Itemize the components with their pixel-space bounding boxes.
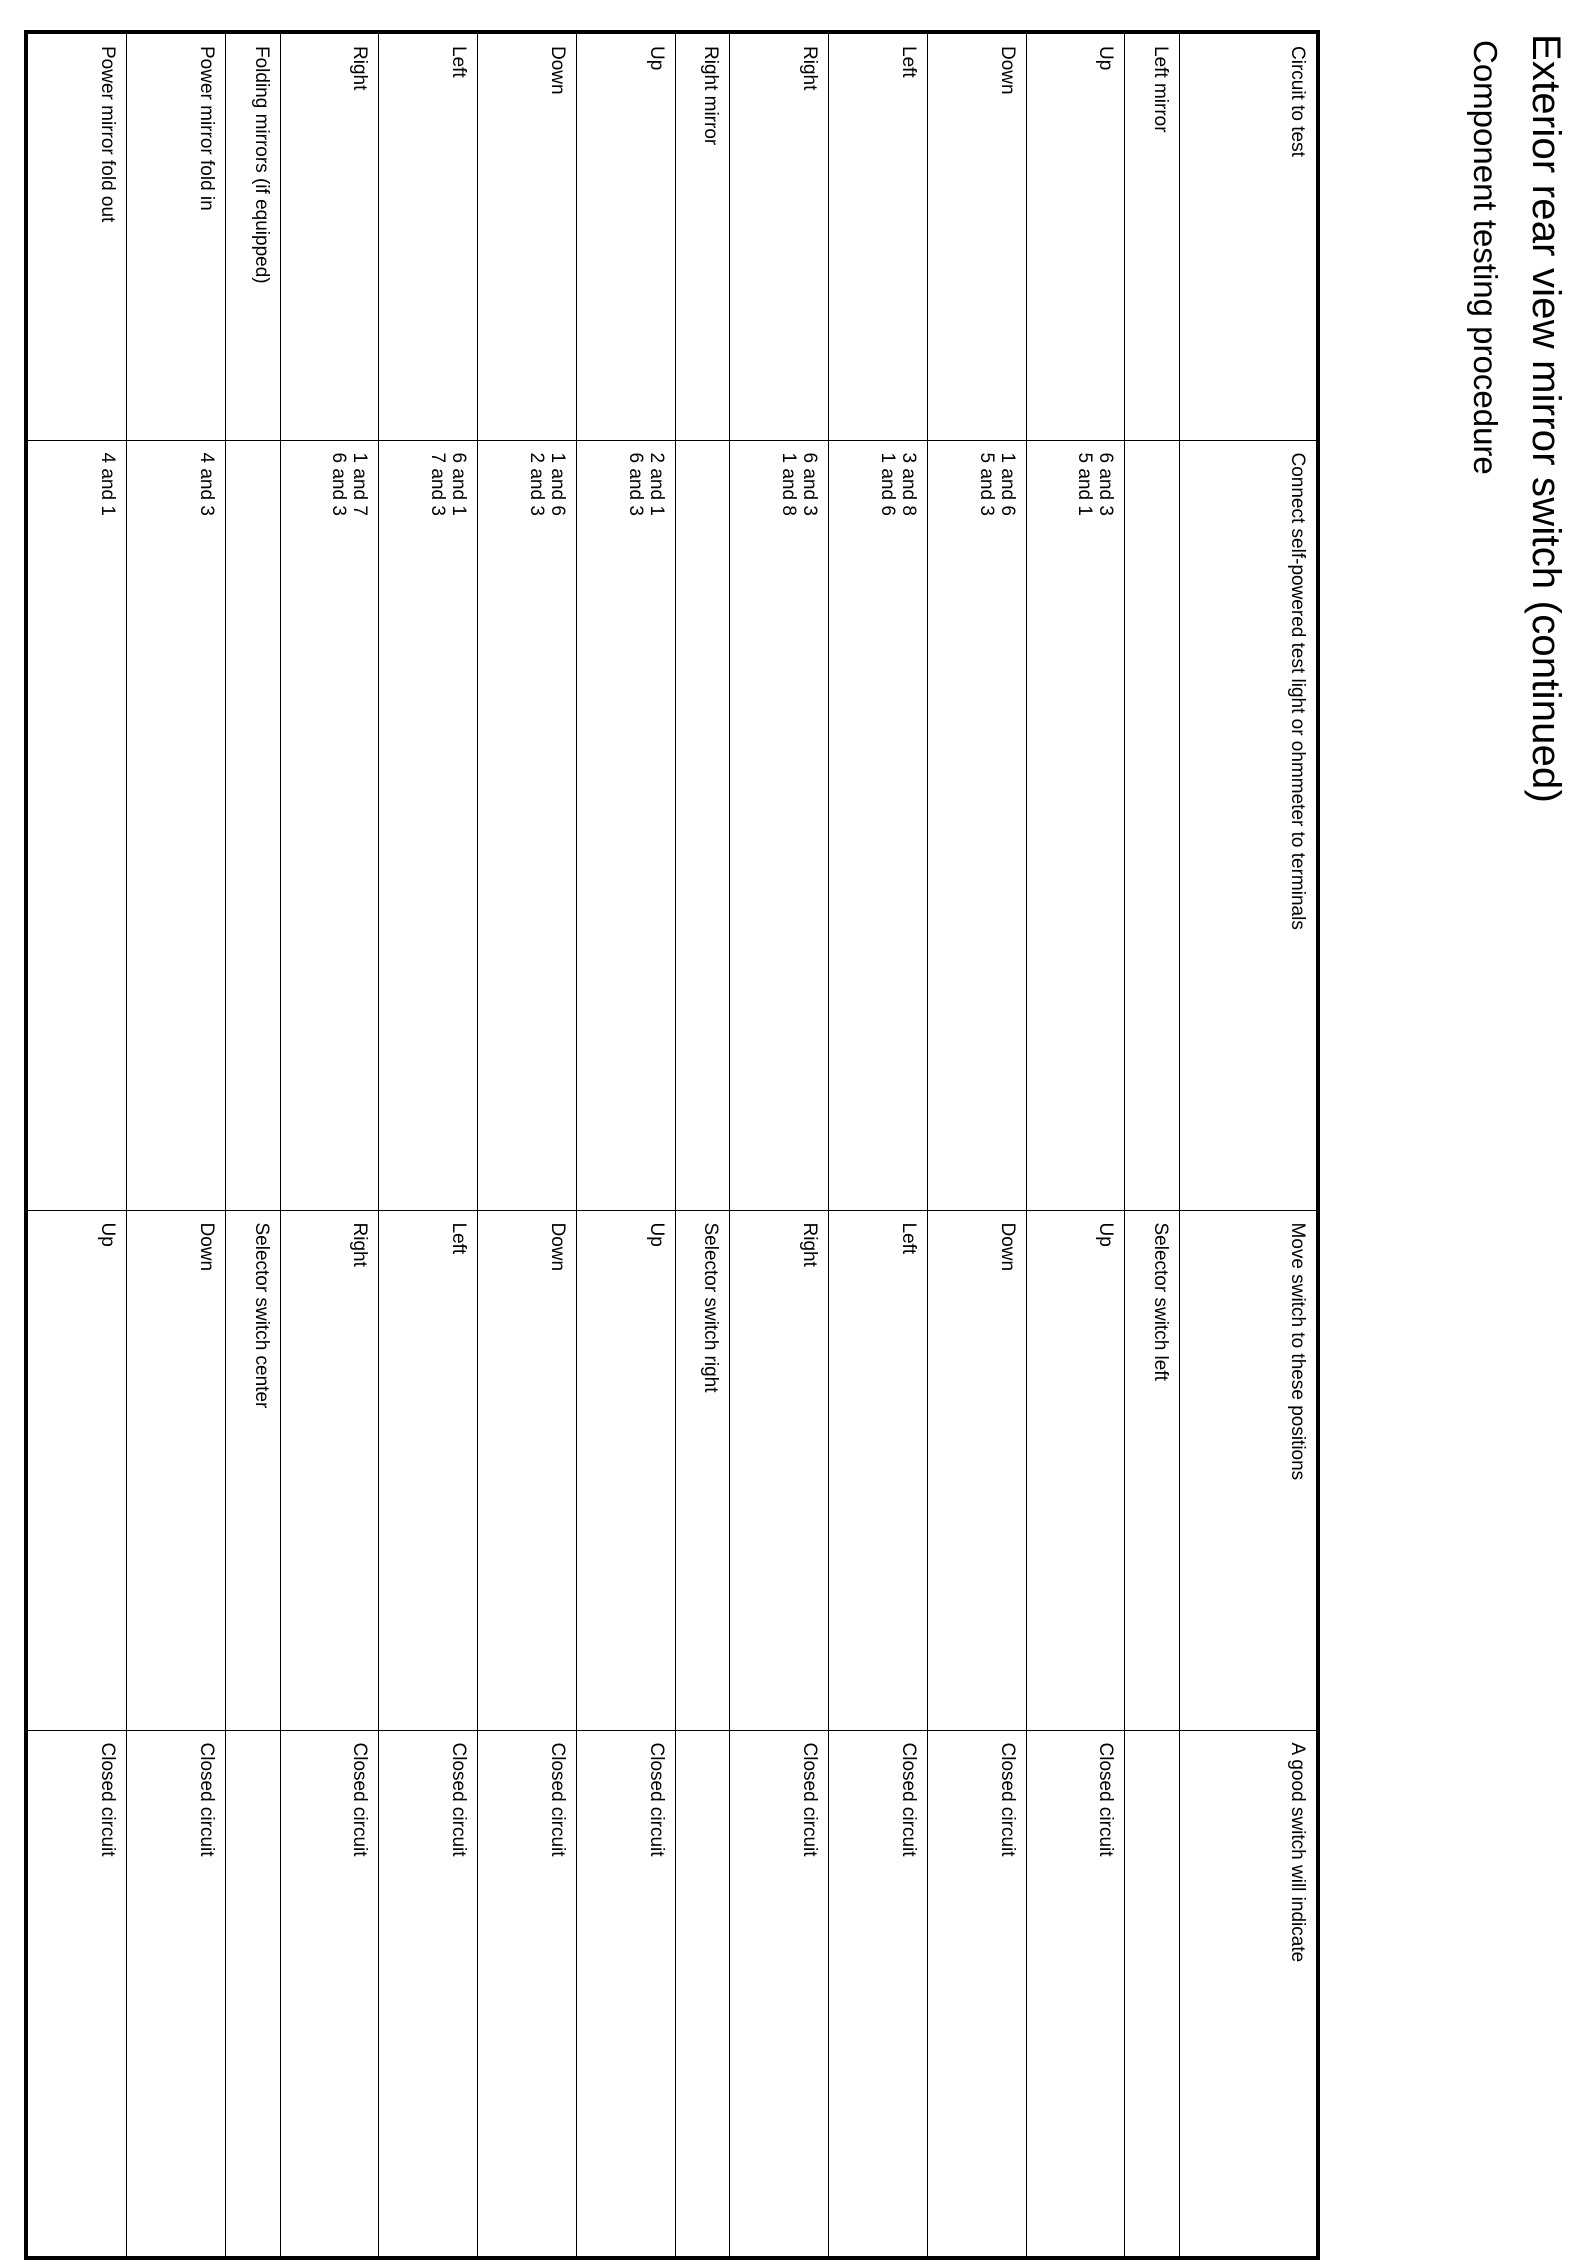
table-row <box>226 32 280 2258</box>
position-cell: Up <box>26 1210 127 1730</box>
table-row <box>730 32 829 2258</box>
position-cell: Up <box>1026 1210 1125 1730</box>
document-title: Exterior rear view mirror switch (continued) <box>1524 34 1568 803</box>
circuit-cell: Left <box>379 32 478 440</box>
circuit-cell: Right mirror <box>675 32 729 440</box>
terminals-cell: 1 and 7 6 and 3 <box>280 440 379 1210</box>
terminals-cell: 4 and 1 <box>26 440 127 1210</box>
position-cell: Up <box>576 1210 675 1730</box>
table-header-row <box>1179 32 1318 2258</box>
position-cell: Selector switch right <box>675 1210 729 1730</box>
result-cell: Closed circuit <box>26 1730 127 2258</box>
table-row <box>478 32 577 2258</box>
result-cell <box>675 1730 729 2258</box>
circuit-cell: Up <box>1026 32 1125 440</box>
terminals-cell <box>675 440 729 1210</box>
result-cell: Closed circuit <box>927 1730 1026 2258</box>
terminals-cell: 2 and 1 6 and 3 <box>576 440 675 1210</box>
circuit-cell: Left mirror <box>1125 32 1179 440</box>
table-row <box>576 32 675 2258</box>
header-connect-terminals: Connect self-powered test light or ohmmeter to terminals <box>1179 440 1318 1210</box>
position-cell: Down <box>127 1210 226 1730</box>
result-cell: Closed circuit <box>730 1730 829 2258</box>
table-row <box>26 32 127 2258</box>
circuit-cell: Power mirror fold in <box>127 32 226 440</box>
result-cell: Closed circuit <box>576 1730 675 2258</box>
terminals-cell: 3 and 8 1 and 6 <box>828 440 927 1210</box>
table-row <box>280 32 379 2258</box>
position-cell: Left <box>828 1210 927 1730</box>
circuit-cell: Right <box>280 32 379 440</box>
result-cell: Closed circuit <box>478 1730 577 2258</box>
table-row <box>1026 32 1125 2258</box>
circuit-cell: Down <box>478 32 577 440</box>
component-testing-table <box>24 30 1320 2260</box>
position-cell: Selector switch left <box>1125 1210 1179 1730</box>
terminals-cell: 6 and 3 1 and 8 <box>730 440 829 1210</box>
section-title: Component testing procedure <box>1467 40 1504 475</box>
header-circuit-to-test: Circuit to test <box>1179 32 1318 440</box>
result-cell: Closed circuit <box>280 1730 379 2258</box>
table-row <box>927 32 1026 2258</box>
position-cell: Down <box>927 1210 1026 1730</box>
position-cell: Left <box>379 1210 478 1730</box>
circuit-cell: Down <box>927 32 1026 440</box>
position-cell: Right <box>730 1210 829 1730</box>
circuit-cell: Up <box>576 32 675 440</box>
table-row <box>675 32 729 2258</box>
header-good-switch-indication: A good switch will indicate <box>1179 1730 1318 2258</box>
table-row <box>1125 32 1179 2258</box>
result-cell: Closed circuit <box>127 1730 226 2258</box>
terminals-cell <box>226 440 280 1210</box>
circuit-cell: Left <box>828 32 927 440</box>
position-cell: Down <box>478 1210 577 1730</box>
table-row <box>379 32 478 2258</box>
position-cell: Selector switch center <box>226 1210 280 1730</box>
terminals-cell: 1 and 6 5 and 3 <box>927 440 1026 1210</box>
terminals-cell: 6 and 1 7 and 3 <box>379 440 478 1210</box>
result-cell: Closed circuit <box>379 1730 478 2258</box>
circuit-cell: Power mirror fold out <box>26 32 127 440</box>
position-cell: Right <box>280 1210 379 1730</box>
result-cell: Closed circuit <box>1026 1730 1125 2258</box>
procedure-table-container <box>24 30 1320 2256</box>
result-cell: Closed circuit <box>828 1730 927 2258</box>
table-row <box>127 32 226 2258</box>
table-row <box>828 32 927 2258</box>
result-cell <box>1125 1730 1179 2258</box>
terminals-cell: 4 and 3 <box>127 440 226 1210</box>
terminals-cell: 1 and 6 2 and 3 <box>478 440 577 1210</box>
terminals-cell <box>1125 440 1179 1210</box>
circuit-cell: Folding mirrors (if equipped) <box>226 32 280 440</box>
circuit-cell: Right <box>730 32 829 440</box>
terminals-cell: 6 and 3 5 and 1 <box>1026 440 1125 1210</box>
result-cell <box>226 1730 280 2258</box>
header-switch-positions: Move switch to these positions <box>1179 1210 1318 1730</box>
